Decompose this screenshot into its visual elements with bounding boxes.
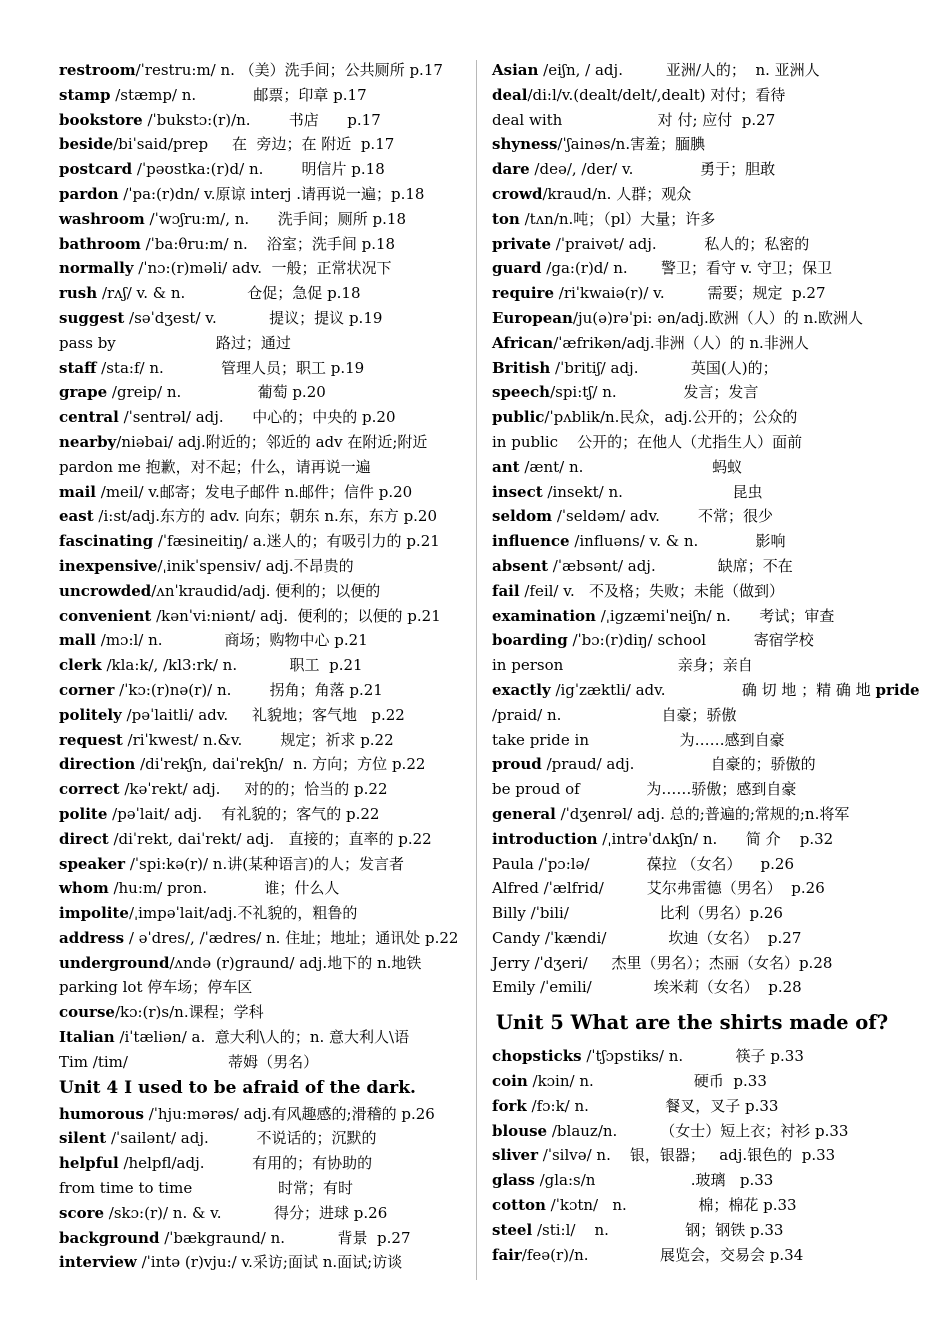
vocab-definition: /feə(r)/n. 展览会，交易会 p.34 <box>521 1245 804 1264</box>
vocab-definition: Jerry /ˈdʒeri/ 杰里（男名）；杰丽（女名）p.28 <box>492 953 833 972</box>
vocab-entry <box>59 405 467 430</box>
vocab-term: Asian <box>492 61 539 79</box>
vocab-definition: /ˈtʃɔpstiks/ n. 筷子 p.33 <box>581 1047 804 1066</box>
vocab-term: fascinating <box>59 532 154 551</box>
vocab-definition: /sta:f/ n. 管理人员；职工 p.19 <box>96 358 365 377</box>
vocab-definition: /ˈseldəm/ adv. 不常；很少 <box>552 507 774 526</box>
vocab-entry <box>492 852 892 877</box>
vocab-definition: be proud of 为……骄傲；感到自豪 <box>492 780 797 799</box>
vocab-term: require <box>492 284 554 303</box>
vocab-term: uncrowded <box>59 581 152 600</box>
vocab-definition: /kɔin/ n. 硬币 p.33 <box>527 1072 767 1091</box>
vocab-entry <box>492 455 892 480</box>
vocab-definition: /meil/ v.邮寄；发电子邮件 n.邮件；信件 p.20 <box>96 482 413 501</box>
vocab-definition: Candy /ˈkændi/ 坎迪（女名） p.27 <box>492 928 802 947</box>
vocab-definition: /ˈbritiʃ/ adj. 英国(人)的； <box>550 358 778 377</box>
vocab-definition: /deə/, /der/ v. 勇于；胆敢 <box>529 160 776 179</box>
vocab-definition: /riˈkwaiə(r)/ v. 需要；规定 p.27 <box>554 284 826 303</box>
vocab-term: guard <box>492 259 542 278</box>
vocab-term: impolite <box>59 904 129 923</box>
vocab-definition: /insekt/ n. 昆虫 <box>542 482 763 501</box>
unit-heading: Unit 5 What are the shirts made of? <box>495 1011 889 1035</box>
vocab-term: boarding <box>492 631 568 650</box>
vocab-definition: deal with 对 付; 应付 p.27 <box>492 110 776 129</box>
vocab-entry <box>59 703 467 728</box>
vocab-entry <box>492 1193 892 1218</box>
vocab-definition: /ˈkɔtn/ n. 棉；棉花 p.33 <box>545 1196 797 1215</box>
vocab-definition: /ˌimpəˈlait/adj.不礼貌的，粗鲁的 <box>128 904 358 923</box>
vocab-definition: /eiʃn, / adj. 亚洲/人的； n. 亚洲人 <box>538 61 820 79</box>
vocab-entry <box>59 852 467 877</box>
vocab-entry <box>492 802 892 827</box>
vocab-entry <box>492 876 892 901</box>
vocab-entry <box>492 1243 892 1268</box>
vocab-entry <box>59 1025 467 1050</box>
vocab-entry <box>492 1143 892 1168</box>
vocab-entry <box>492 951 892 976</box>
vocab-term: politely <box>59 705 122 724</box>
vocab-definition: /diˈrekʃn, daiˈrekʃn/ n. 方向；方位 p.22 <box>135 755 426 774</box>
vocab-definition: /ˈhju:mərəs/ adj.有风趣感的;滑稽的 p.26 <box>143 1104 435 1123</box>
vocab-term: steel <box>492 1220 533 1239</box>
column-divider <box>476 60 477 1280</box>
vocab-entry <box>59 207 467 232</box>
vocab-entry <box>492 703 892 728</box>
vocab-term: central <box>59 408 119 427</box>
vocab-term: stamp <box>59 85 111 104</box>
vocab-entry <box>59 108 467 133</box>
vocab-entry <box>492 430 892 455</box>
vocab-definition: /pəˈlait/ adj. 有礼貌的；客气的 p.22 <box>107 804 380 823</box>
vocab-term: course <box>59 1003 115 1022</box>
vocab-term: silent <box>59 1129 107 1148</box>
vocab-term: pardon <box>59 184 119 203</box>
vocab-entry <box>59 331 467 356</box>
vocab-entry <box>492 975 892 1000</box>
vocab-entry <box>492 554 892 579</box>
vocab-definition: parking lot 停车场；停车区 <box>59 978 253 997</box>
vocab-term: underground <box>59 953 170 972</box>
vocab-entry <box>59 356 467 381</box>
vocab-term: influence <box>492 532 570 551</box>
vocab-definition: /ˈdʒenrəl/ adj. 总的;普遍的;常规的;n.将军 <box>555 804 850 823</box>
vocab-definition: /sti:l/ n. 钢；钢铁 p.33 <box>532 1220 784 1239</box>
vocab-term: score <box>59 1203 105 1222</box>
vocab-term: polite <box>59 804 108 823</box>
vocab-definition: Emily /ˈemili/ 埃米莉（女名） p.28 <box>492 978 802 997</box>
vocab-definition: /riˈkwest/ n.&v. 规定；祈求 p.22 <box>122 730 394 749</box>
vocab-entry <box>59 752 467 777</box>
vocab-term: crowd <box>492 184 543 203</box>
vocab-term: clerk <box>59 656 102 675</box>
vocab-definition: /i:st/adj.东方的 adv. 向东；朝东 n.东，东方 p.20 <box>93 507 438 526</box>
vocab-entry <box>492 256 892 281</box>
vocab-term: speech <box>492 383 551 402</box>
vocab-definition: /spi:tʃ/ n. 发言；发言 <box>550 383 759 402</box>
vocab-term: bookstore <box>59 110 143 129</box>
vocab-term: shyness <box>492 135 558 154</box>
vocab-definition: /ˈpraivət/ adj. 私人的；私密的 <box>551 234 810 253</box>
vocab-entry <box>59 1151 467 1176</box>
vocab-definition: /diˈrekt, daiˈrekt/ adj. 直接的；直率的 p.22 <box>108 829 432 848</box>
vocab-entry <box>492 604 892 629</box>
vocab-definition: /biˈsaid/prep 在 旁边；在 附近 p.17 <box>113 135 395 154</box>
vocab-term: British <box>492 358 551 377</box>
vocab-entry <box>492 901 892 926</box>
vocab-entry <box>492 1168 892 1193</box>
vocab-definition: /gla:s/n .玻璃 p.33 <box>534 1171 774 1190</box>
vocab-entry <box>492 926 892 951</box>
vocab-entry <box>59 306 467 331</box>
left-column <box>59 58 467 1275</box>
vocab-entry <box>59 975 467 1000</box>
vocab-entry <box>59 653 467 678</box>
vocab-term: grape <box>59 383 108 402</box>
vocab-definition: pass by 路过；通过 <box>59 333 291 352</box>
vocab-definition: /ˈʃainəs/n.害羞；腼腆 <box>557 135 706 154</box>
vocab-term: inexpensive <box>59 556 158 575</box>
vocab-entry <box>59 232 467 257</box>
vocab-entry <box>492 1119 892 1144</box>
vocab-definition: /greip/ n. 葡萄 p.20 <box>107 383 326 402</box>
vocab-entry <box>59 430 467 455</box>
vocab-definition: /skɔ:(r)/ n. & v. 得分；进球 p.26 <box>104 1203 388 1222</box>
vocab-entry <box>59 728 467 753</box>
vocab-entry <box>492 777 892 802</box>
vocab-entry <box>59 1250 467 1275</box>
vocab-definition: /ˈbɔ:(r)diŋ/ school 寄宿学校 <box>567 631 814 650</box>
vocab-term: direction <box>59 755 136 774</box>
vocab-entry <box>59 1201 467 1226</box>
vocab-term: coin <box>492 1072 528 1091</box>
vocab-term: glass <box>492 1171 535 1190</box>
vocab-definition: /tʌn/n.吨；（pl）大量；许多 <box>519 209 716 228</box>
vocab-entry <box>59 579 467 604</box>
vocab-definition: /ˈintə (r)vju:/ v.采访;面试 n.面试;访谈 <box>136 1253 403 1272</box>
vocab-definition: /kɔ:(r)s/n.课程；学科 <box>114 1003 264 1022</box>
vocab-definition: Billy /ˈbili/ 比利（男名）p.26 <box>492 904 783 923</box>
vocab-entry <box>492 678 920 703</box>
vocab-term: private <box>492 234 551 253</box>
vocab-entry <box>59 83 467 108</box>
vocab-entry <box>492 83 892 108</box>
vocab-term: sliver <box>492 1146 539 1165</box>
vocab-definition: /ˈwɔʃru:m/, n. 洗手间；厕所 p.18 <box>144 209 407 228</box>
vocab-definition: /ˈrestru:m/ n. （美）洗手间；公共厕所 p.17 <box>135 61 443 79</box>
vocab-definition: /praud/ adj. 自豪的；骄傲的 <box>541 755 816 774</box>
vocab-definition: /iˈtæliən/ a. 意大利\人的；n. 意大利人\语 <box>114 1028 410 1047</box>
vocab-term: request <box>59 730 123 749</box>
vocab-term: deal <box>492 85 528 104</box>
vocab-definition: /praid/ n. 自豪；骄傲 <box>492 705 737 724</box>
vocab-entry <box>59 182 467 207</box>
vocab-entry <box>492 1044 892 1069</box>
vocab-term: normally <box>59 259 134 278</box>
vocab-definition: /ˈspi:kə(r)/ n.讲(某种语言)的人；发言者 <box>125 854 404 873</box>
vocab-entry <box>59 554 467 579</box>
vocab-definition: in person 亲身；亲自 <box>492 656 753 675</box>
vocab-entry <box>59 926 467 951</box>
vocab-term: staff <box>59 358 97 377</box>
vocab-entry <box>492 728 892 753</box>
vocab-entry <box>492 182 892 207</box>
vocab-definition: /ˈæfrikən/adj.非洲（人）的 n.非洲人 <box>553 333 809 352</box>
vocab-term: African <box>492 333 554 352</box>
vocab-term: humorous <box>59 1104 144 1123</box>
vocab-term: address <box>59 928 125 947</box>
vocab-entry <box>492 58 892 83</box>
vocab-definition: /ju(ə)rəˈpi: ən/adj.欧洲（人）的 n.欧洲人 <box>572 308 863 327</box>
vocab-term: chopsticks <box>492 1047 582 1066</box>
vocab-entry <box>59 455 467 480</box>
vocab-definition: /influəns/ v. & n. 影响 <box>569 532 786 551</box>
vocab-entry <box>492 1069 892 1094</box>
vocab-definition: /mɔ:l/ n. 商场；购物中心 p.21 <box>96 631 368 650</box>
vocab-entry <box>492 380 892 405</box>
vocab-definition: /ga:(r)d/ n. 警卫；看守 v. 守卫；保卫 <box>541 259 833 278</box>
vocab-entry <box>492 752 892 777</box>
vocab-entry <box>492 132 892 157</box>
vocab-entry <box>492 1218 892 1243</box>
vocab-definition: /ˈba:θru:m/ n. 浴室；洗手间 p.18 <box>140 234 396 253</box>
vocab-entry <box>59 777 467 802</box>
vocab-definition: in public 公开的；在他人（尤指生人）面前 <box>492 432 803 451</box>
vocab-entry <box>492 108 892 133</box>
vocab-definition: / əˈdres/, /ˈædres/ n. 住址；地址；通讯处 p.22 <box>124 928 459 947</box>
vocab-term: postcard <box>59 160 133 179</box>
vocab-term: blouse <box>492 1121 548 1140</box>
vocab-definition: from time to time 时常；有时 <box>59 1179 354 1198</box>
vocab-entry <box>59 157 467 182</box>
vocab-term: whom <box>59 879 109 898</box>
vocab-entry <box>492 480 892 505</box>
vocab-definition: /ˈbækgraund/ n. 背景 p.27 <box>159 1228 411 1247</box>
vocab-entry <box>492 529 892 554</box>
vocab-term: convenient <box>59 606 152 625</box>
vocab-entry <box>492 207 892 232</box>
vocab-definition: /hu:m/ pron. 谁；什么人 <box>108 879 340 898</box>
vocab-definition: /ʌnˈkraudid/adj. 便利的；以便的 <box>151 581 381 600</box>
vocab-definition: /kla:k/, /kl3:rk/ n. 职工 p.21 <box>101 656 363 675</box>
vocab-term: speaker <box>59 854 126 873</box>
vocab-definition: /ˈfæsineitiŋ/ a.迷人的；有吸引力的 p.21 <box>153 532 440 551</box>
vocab-entry <box>59 529 467 554</box>
vocab-definition: /helpfl/adj. 有用的；有协助的 <box>118 1154 373 1173</box>
vocab-definition: /ˌintrəˈdʌkʃn/ n. 简 介 p.32 <box>597 829 834 848</box>
vocab-entry <box>492 281 892 306</box>
vocab-term: public <box>492 408 545 427</box>
vocab-definition: /kraud/n. 人群；观众 <box>542 184 692 203</box>
vocab-term: examination <box>492 606 596 625</box>
vocab-term: insect <box>492 482 543 501</box>
vocab-definition: /ˌigzæmiˈneiʃn/ n. 考试；审查 <box>595 606 835 625</box>
vocab-entry <box>492 579 892 604</box>
vocab-term: correct <box>59 780 120 799</box>
vocab-entry <box>492 331 892 356</box>
vocab-definition: /ˈsilvə/ n. 银，银器； adj.银色的 p.33 <box>538 1146 836 1165</box>
vocab-term: mall <box>59 631 96 650</box>
vocab-entry <box>59 1226 467 1251</box>
vocab-entry <box>492 1094 892 1119</box>
vocab-entry <box>59 1176 467 1201</box>
vocab-entry <box>59 1102 467 1127</box>
vocab-term: nearby <box>59 432 117 451</box>
vocab-entry <box>59 876 467 901</box>
vocab-definition: /ʌndə (r)graund/ adj.地下的 n.地铁 <box>169 953 422 972</box>
vocab-entry <box>59 58 467 83</box>
vocab-entry <box>492 232 892 257</box>
vocab-definition: /ˈnɔ:(r)məli/ adv. 一般；正常状况下 <box>133 259 392 278</box>
vocab-definition: /səˈdʒest/ v. 提议；提议 p.19 <box>124 308 383 327</box>
vocab-definition: /pəˈlaitli/ adv. 礼貌地；客气地 p.22 <box>121 705 405 724</box>
vocab-entry <box>59 281 467 306</box>
unit-heading: Unit 4 I used to be afraid of the dark. <box>59 1077 416 1098</box>
vocab-term: general <box>492 804 556 823</box>
vocab-term: rush <box>59 284 98 303</box>
vocab-definition: /igˈzæktli/ adv. 确 切 地 ；精 确 地 pride <box>550 680 920 699</box>
vocab-term: corner <box>59 680 115 699</box>
vocab-term: European <box>492 308 573 327</box>
vocab-definition: /kənˈvi:niənt/ adj. 便利的；以便的 p.21 <box>151 606 441 625</box>
vocab-entry <box>59 802 467 827</box>
vocab-term: fail <box>492 581 520 600</box>
vocab-term: background <box>59 1228 160 1247</box>
vocab-definition: /kəˈrekt/ adj. 对的的；恰当的 p.22 <box>119 780 388 799</box>
vocab-term: cotton <box>492 1196 546 1215</box>
vocab-definition: Alfred /ˈælfrid/ 艾尔弗雷德（男名） p.26 <box>492 879 825 898</box>
vocab-entry <box>59 480 467 505</box>
vocab-entry <box>59 132 467 157</box>
vocab-term: absent <box>492 556 549 575</box>
vocab-term: bathroom <box>59 234 141 253</box>
vocab-term: suggest <box>59 308 125 327</box>
vocab-entry <box>492 653 892 678</box>
vocab-term: fork <box>492 1096 527 1115</box>
vocab-term: ant <box>492 457 520 476</box>
vocab-entry <box>492 356 892 381</box>
vocab-entry <box>59 380 467 405</box>
vocab-definition: /di:l/v.(dealt/delt/,dealt) 对付；看待 <box>527 85 786 104</box>
vocab-term: helpful <box>59 1154 119 1173</box>
vocab-definition: pardon me 抱歉，对不起；什么，请再说一遍 <box>59 457 371 476</box>
vocab-definition: /blauz/n. （女士）短上衣；衬衫 p.33 <box>547 1121 849 1140</box>
vocab-definition: /feil/ v. 不及格；失败；未能（做到） <box>519 581 785 600</box>
vocab-definition: /ˈpa:(r)dn/ v.原谅 interj .请再说一遍；p.18 <box>118 184 425 203</box>
vocab-definition: /ˈsailənt/ adj. 不说话的；沉默的 <box>106 1129 377 1148</box>
vocab-term: seldom <box>492 507 553 526</box>
vocab-term: mail <box>59 482 96 501</box>
vocab-entry <box>492 405 892 430</box>
vocab-entry <box>59 827 467 852</box>
vocab-entry <box>59 256 467 281</box>
vocab-definition: /ˌinikˈspensiv/ adj.不昂贵的 <box>157 556 354 575</box>
vocab-term: beside <box>59 135 114 154</box>
right-column <box>492 58 920 1267</box>
vocab-definition: /stæmp/ n. 邮票；印章 p.17 <box>110 85 367 104</box>
vocab-entry <box>59 1000 467 1025</box>
vocab-term: dare <box>492 160 530 179</box>
vocab-entry <box>492 504 892 529</box>
vocab-entry <box>59 1126 467 1151</box>
vocab-entry <box>492 827 892 852</box>
vocab-definition: /ˈpəʊstka:(r)d/ n. 明信片 p.18 <box>132 160 385 179</box>
vocab-definition: /ˈæbsənt/ adj. 缺席；不在 <box>548 556 793 575</box>
vocab-definition: /ˈkɔ:(r)nə(r)/ n. 拐角；角落 p.21 <box>114 680 383 699</box>
vocab-term: introduction <box>492 829 598 848</box>
vocab-entry <box>492 306 892 331</box>
vocab-entry <box>492 157 892 182</box>
vocab-term: exactly <box>492 680 551 699</box>
vocab-term: east <box>59 507 94 526</box>
vocab-entry <box>59 628 467 653</box>
vocab-entry <box>59 504 467 529</box>
vocab-term: fair <box>492 1245 522 1264</box>
vocab-definition: /niəbai/ adj.附近的；邻近的 adv 在附近;附近 <box>116 432 428 451</box>
vocab-definition: /rʌʃ/ v. & n. 仓促；急促 p.18 <box>97 284 361 303</box>
vocab-definition: /fɔ:k/ n. 餐叉，叉子 p.33 <box>526 1096 779 1115</box>
vocab-definition: /ˈsentrəl/ adj. 中心的；中央的 p.20 <box>118 408 396 427</box>
vocab-definition: Tim /tim/ 蒂姆（男名） <box>59 1052 319 1071</box>
vocab-definition: /ˈpʌblik/n.民众，adj.公开的；公众的 <box>544 408 798 427</box>
vocab-term: Italian <box>59 1028 115 1047</box>
vocab-definition: take pride in 为……感到自豪 <box>492 730 785 749</box>
vocab-entry <box>59 1050 467 1075</box>
vocab-entry <box>59 604 467 629</box>
vocab-term: ton <box>492 209 520 228</box>
vocab-definition: /ˈbukstɔ:(r)/n. 书店 p.17 <box>142 110 381 129</box>
vocab-entry <box>59 678 467 703</box>
vocab-entry <box>59 951 467 976</box>
vocab-term: washroom <box>59 209 145 228</box>
vocab-definition: Paula /ˈpɔ:lə/ 葆拉 （女名） p.26 <box>492 854 795 873</box>
vocab-definition: /ænt/ n. 蚂蚁 <box>519 457 743 476</box>
vocab-entry <box>59 901 467 926</box>
vocab-term: proud <box>492 755 542 774</box>
vocab-term: direct <box>59 829 109 848</box>
vocab-term: restroom <box>59 61 136 79</box>
vocab-term: interview <box>59 1253 137 1272</box>
vocab-entry <box>492 628 892 653</box>
